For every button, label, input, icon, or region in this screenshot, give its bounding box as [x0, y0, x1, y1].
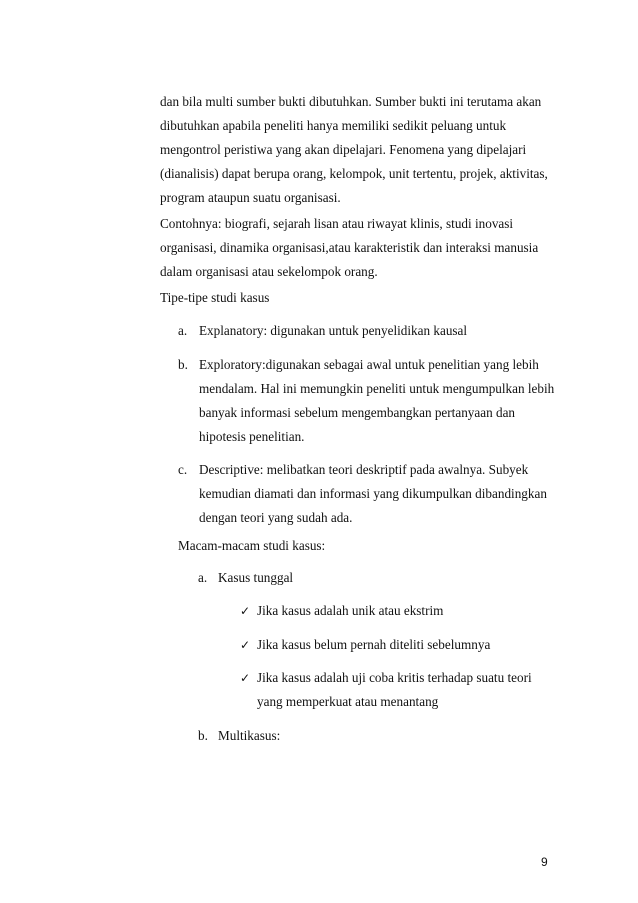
check-2-line-1: Jika kasus belum pernah diteliti sebelumnya	[257, 637, 491, 652]
type-a-marker: a.	[178, 323, 188, 338]
paragraph-1-line-4: (dianalisis) dapat berupa orang, kelompok, unit tertentu, projek, aktivitas,	[160, 166, 548, 181]
type-c-line-2: kemudian diamati dan informasi yang dikumpulkan dibandingkan	[199, 486, 547, 501]
page-number: 9	[541, 855, 548, 869]
type-c-marker: c.	[178, 462, 188, 477]
kind-a-label: Kasus tunggal	[218, 570, 294, 585]
types-heading: Tipe-tipe studi kasus	[160, 290, 270, 305]
paragraph-2-line-1: Contohnya: biografi, sejarah lisan atau riwayat klinis, studi inovasi	[160, 216, 514, 231]
type-c-line-3: dengan teori yang sudah ada.	[199, 510, 353, 525]
type-b-line-2: mendalam. Hal ini memungkin peneliti untuk mengumpulkan lebih	[199, 381, 555, 396]
type-a-line-1: Explanatory: digunakan untuk penyelidikan kausal	[199, 323, 468, 338]
check-icon: ✓	[240, 671, 251, 685]
type-b-line-3: banyak informasi sebelum mengembangkan pertanyaan dan	[199, 405, 516, 420]
check-icon: ✓	[240, 604, 251, 618]
kind-a-marker: a.	[198, 570, 208, 585]
paragraph-1-line-5: program ataupun suatu organisasi.	[160, 190, 341, 205]
check-1-line-1: Jika kasus adalah unik atau ekstrim	[257, 603, 444, 618]
paragraph-2-line-3: dalam organisasi atau sekelompok orang.	[160, 264, 378, 279]
type-b-line-4: hipotesis penelitian.	[199, 429, 305, 444]
check-3-line-2: yang memperkuat atau menantang	[257, 694, 439, 709]
type-b-line-1: Exploratory:digunakan sebagai awal untuk penelitian yang lebih	[199, 357, 539, 372]
type-b-marker: b.	[178, 357, 188, 372]
check-3-line-1: Jika kasus adalah uji coba kritis terhadap suatu teori	[257, 670, 532, 685]
type-c-line-1: Descriptive: melibatkan teori deskriptif pada awalnya. Subyek	[199, 462, 529, 477]
paragraph-1-line-3: mengontrol peristiwa yang akan dipelajari. Fenomena yang dipelajari	[160, 142, 527, 157]
check-icon: ✓	[240, 638, 251, 652]
kinds-heading: Macam-macam studi kasus:	[178, 538, 326, 553]
kind-b-label: Multikasus:	[218, 728, 281, 743]
kind-b-marker: b.	[198, 728, 208, 743]
paragraph-1-line-1: dan bila multi sumber bukti dibutuhkan. Sumber bukti ini terutama akan	[160, 94, 542, 109]
paragraph-1-line-2: dibutuhkan apabila peneliti hanya memiliki sedikit peluang untuk	[160, 118, 507, 133]
paragraph-2-line-2: organisasi, dinamika organisasi,atau karakteristik dan interaksi manusia	[160, 240, 539, 255]
